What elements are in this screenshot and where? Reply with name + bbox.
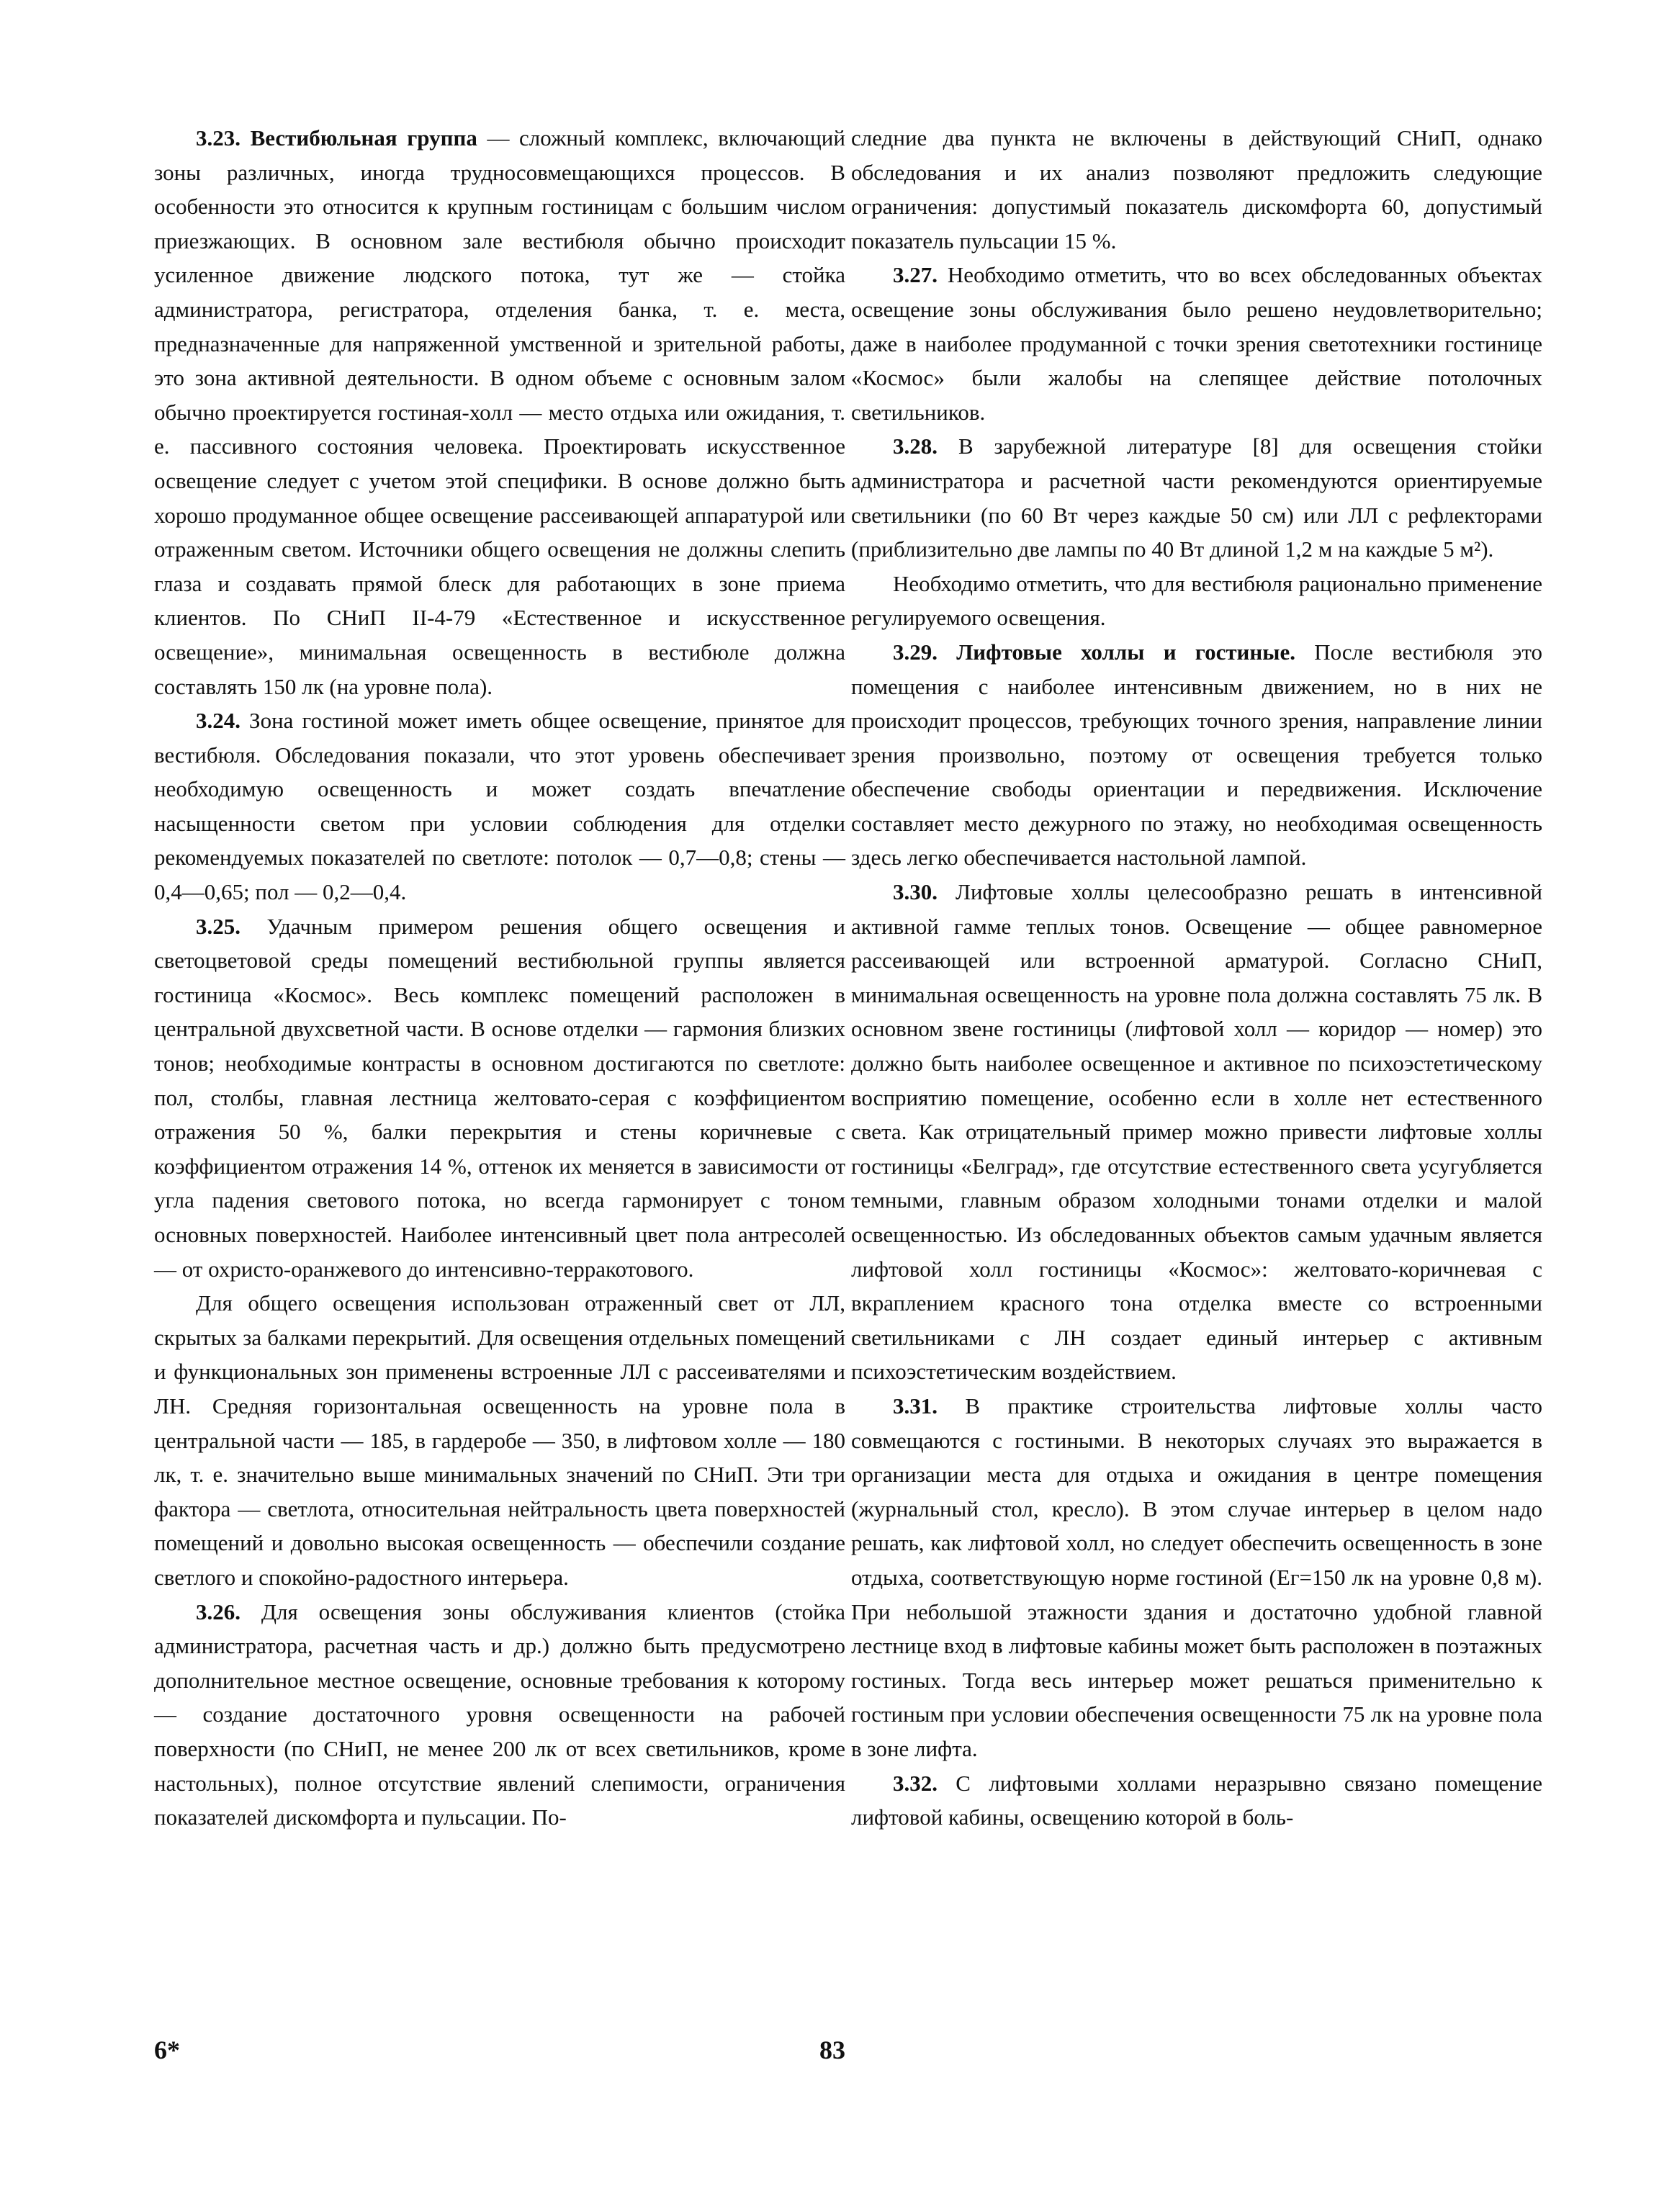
paragraph-text: Зона гостиной может иметь общее освещение, принятое для вестибюля. Обследования показали, что этот уровень обеспечивает необходимую освещенность и может создать впечатление насыщенности светом при условии соблюдения для отделки рекомендуемых показателей по светлоте: потолок — 0,7—0,8; стены — 0,4—0,65; пол — 0,2—0,4. [154,708,845,905]
paragraph-3-24 [154,703,845,909]
paragraph-3-31 [851,1389,1542,1766]
paragraph-number: 3.23. [196,125,240,150]
paragraph-text: — сложный комплекс, включающий зоны различных, иногда трудносовмещающихся процессов. В особенности это относится к крупным гостиницам с большим числом приезжающих. В основном зале вестибюля обычно происходит усиленное движение людского потока, тут же — стойка администратора, регистратора, отделения банка, т. е. места, предназначенные для напряженной умственной и зрительной работы, это зона активной деятельности. В одном объеме с основным залом обычно проектируется гостиная-холл — место отдыха или ожидания, т. е. пассивного состояния человека. Проектировать искусственное освещение следует с учетом этой специфики. В основе должно быть хорошо продуманное общее освещение рассеивающей аппаратурой или отраженным светом. Источники общего освещения не должны слепить глаза и создавать прямой блеск для работающих в зоне приема клиентов. По СНиП II-4-79 «Естественное и искусственное освещение», минимальная освещенность в вестибюле должна составлять 150 лк (на уровне пола). [154,125,845,699]
section-heading: Вестибюльная группа [250,125,477,150]
paragraph-text: Лифтовые холлы целесообразно решать в интенсивной активной гамме теплых тонов. Освещение — общее равномерное рассеивающей или встроенной арматурой. Согласно СНиП, минимальная освещенность на уровне пола должна составлять 75 лк. В основном звене гостиницы (лифтовой холл — коридор — номер) это должно быть наиболее освещенное и активное по психоэстетическому восприятию помещение, особенно если в холле нет естественного света. Как отрицательный пример можно привести лифтовые холлы гостиницы «Белград», где отсутствие естественного света усугубляется темными, главным образом холодными тонами отделки и малой освещенностью. Из обследованных объектов самым удачным является лифтовой холл гостиницы «Космос»: желтовато-коричневая с вкраплением красного тона отделка вместе со встроенными светильниками с ЛН создает единый интерьер с активным психоэстетическим воздействием. [851,879,1542,1385]
paragraph-general-lighting [154,1286,845,1594]
paragraph-3-23 [154,121,845,703]
paragraph-number: 3.31. [893,1393,938,1419]
paragraph-number: 3.29. [893,639,938,665]
paragraph-3-27 [851,258,1542,429]
right-column [851,121,1542,1835]
paragraph-3-30 [851,875,1542,1389]
paragraph-3-25 [154,909,845,1287]
paragraph-text: В практике строительства лифтовые холлы часто совмещаются с гостиными. В некоторых случаях это выражается в организации места для отдыха и ожидания в центре помещения (журнальный стол, кресло). В этом случае интерьер в целом надо решать, как лифтовой холл, но следует обеспечить освещенность в зоне отдыха, соответствующую норме гостиной (Eг=150 лк на уровне 0,8 м). При небольшой этажности здания и достаточно удобной главной лестнице вход в лифтовые кабины может быть расположен в поэтажных гостиных. Тогда весь интерьер может решаться применительно к гостиным при условии обеспечения освещенности 75 лк на уровне пола в зоне лифта. [851,1393,1542,1761]
paragraph-3-29 [851,635,1542,875]
paragraph-text: После вестибюля это помещения с наиболее интенсивным движением, но в них не происходит процессов, требующих точного зрения, направление линии зрения произвольно, поэтому от освещения требуется только обеспечение свободы ориентации и передвижения. Исключение составляет место дежурного по этажу, но необходимая освещенность здесь легко обеспечивается настольной лампой. [851,639,1542,871]
paragraph-text: Удачным примером решения общего освещения и светоцветовой среды помещений вестибюльной группы является гостиница «Космос». Весь комплекс помещений расположен в центральной двухсветной части. В основе отделки — гармония близких тонов; необходимые контрасты в основном достигаются по светлоте: пол, столбы, главная лестница желтовато-серая с коэффициентом отражения 50 %, балки перекрытия и стены коричневые с коэффициентом отражения 14 %, оттенок их меняется в зависимости от угла падения светового потока, но всегда гармонирует с тоном основных поверхностей. Наиболее интенсивный цвет пола антресолей — от охристо-оранжевого до интенсивно-терракотового. [154,913,845,1282]
paragraph-text: Необходимо отметить, что для вестибюля рационально применение регулируемого освещения. [851,570,1542,631]
paragraph-3-32 [851,1766,1542,1835]
paragraph-regulated-lighting [851,567,1542,635]
paragraph-text: С лифтовыми холлами неразрывно связано помещение лифтовой кабины, освещению которой в боль- [851,1770,1542,1830]
paragraph-text: Для освещения зоны обслуживания клиентов (стойка администратора, расчетная часть и др.) должно быть предусмотрено дополнительное местное освещение, основные требования к которому — создание достаточного уровня освещенности на рабочей поверхности (по СНиП, не менее 200 лк от всех светильников, кроме настольных), полное отсутствие явлений слепимости, ограничения показателей дискомфорта и пульсации. По- [154,1599,845,1830]
paragraph-number: 3.28. [893,433,938,459]
paragraph-number: 3.30. [893,879,938,905]
paragraph-number: 3.25. [196,913,240,939]
paragraph-number: 3.24. [196,708,240,734]
left-column [154,121,845,1835]
paragraph-3-26 [154,1595,845,1835]
paragraph-continuation [851,121,1542,258]
signature-mark: 6* [154,2036,180,2064]
paragraph-number: 3.32. [893,1770,938,1796]
paragraph-3-28 [851,429,1542,566]
paragraph-text: Необходимо отметить, что во всех обследованных объектах освещение зоны обслуживания было решено неудовлетворительно; даже в наиболее продуманной с точки зрения светотехники гостинице «Космос» были жалобы на слепящее действие потолочных светильников. [851,262,1542,425]
paragraph-number: 3.27. [893,262,938,288]
paragraph-number: 3.26. [196,1599,240,1624]
page-number: 83 [819,2036,845,2064]
paragraph-text: следние два пункта не включены в действующий СНиП, однако обследования и их анализ позволяют предложить следующие ограничения: допустимый показатель дискомфорта 60, допустимый показатель пульсации 15 %. [851,125,1542,253]
section-heading: Лифтовые холлы и гостиные. [938,639,1295,665]
paragraph-text: Для общего освещения использован отраженный свет от ЛЛ, скрытых за балками перекрытий. Для освещения отдельных помещений и функциональных зон применены встроенные ЛЛ с рассеивателями и ЛН. Средняя горизонтальная освещенность на уровне пола в центральной части — 185, в гардеробе — 350, в лифтовом холле — 180 лк, т. е. значительно выше минимальных значений по СНиП. Эти три фактора — светлота, относительная нейтральность цвета поверхностей помещений и довольно высокая освещенность — обеспечили создание светлого и спокойно-радостного интерьера. [154,1290,845,1590]
paragraph-text: В зарубежной литературе [8] для освещения стойки администратора и расчетной части рекомендуются ориентируемые светильники (по 60 Вт через каждые 50 см) или ЛЛ с рефлекторами (приблизительно две лампы по 40 Вт длиной 1,2 м на каждые 5 м²). [851,433,1542,562]
